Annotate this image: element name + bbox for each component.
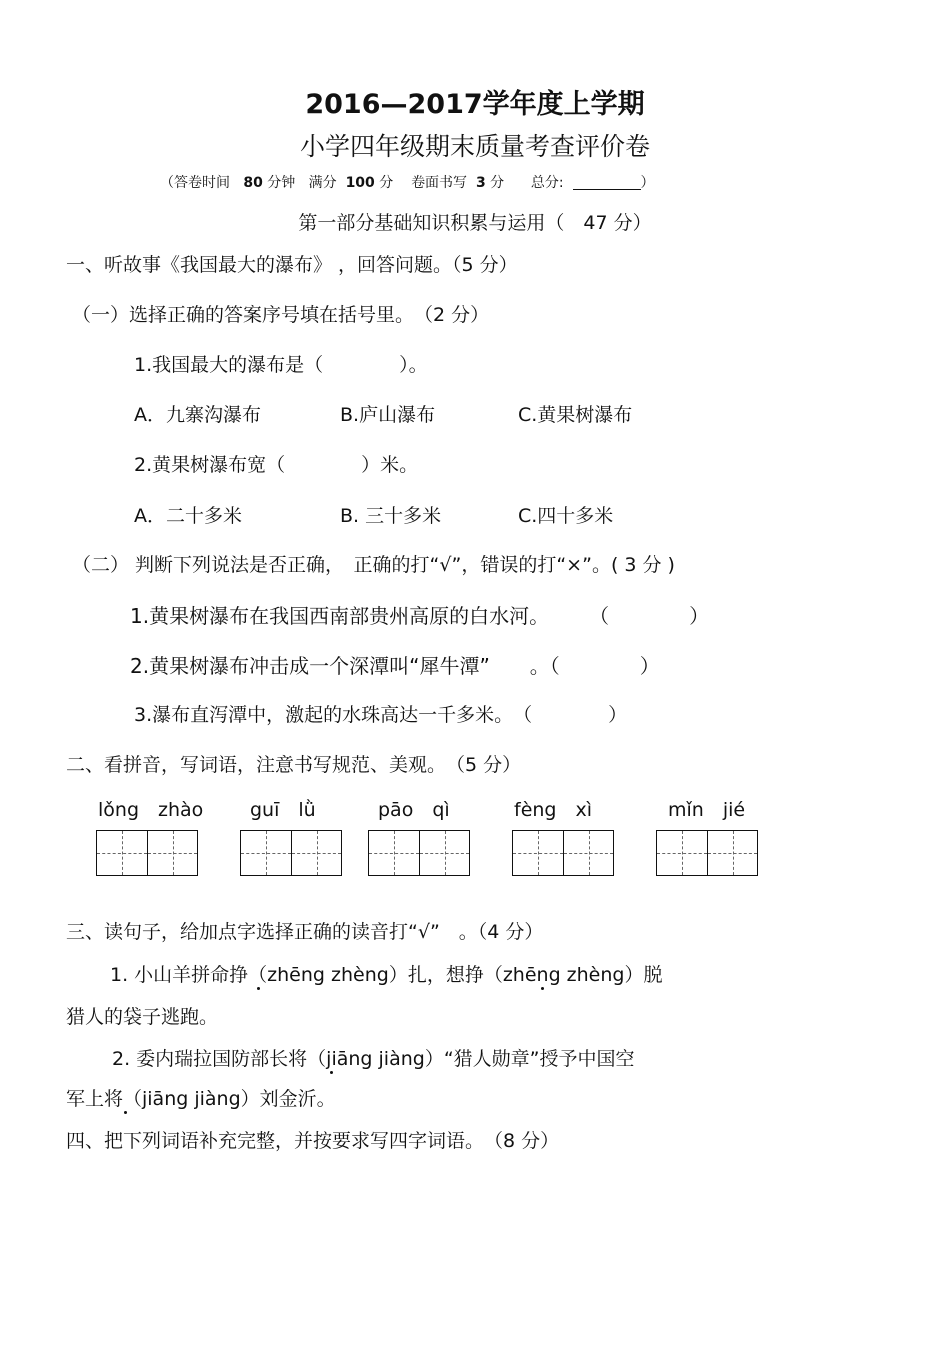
- full-score-value: 100: [345, 175, 375, 191]
- writing-value: 3: [475, 175, 486, 191]
- writing-cell[interactable]: [147, 831, 197, 875]
- exam-title: 小学四年级期末质量考查评价卷: [299, 132, 650, 161]
- full-score-unit: 分: [379, 175, 394, 191]
- subsection-one-heading: （一）选择正确的答案序号填在括号里。 （2 分）: [72, 304, 490, 326]
- writing-cell[interactable]: [369, 831, 419, 875]
- pinyin-2: guī lǜ: [250, 799, 316, 821]
- writing-grid-3[interactable]: [368, 830, 470, 876]
- question-2: 2.黄果树瀑布宽（ ）米。: [134, 454, 419, 476]
- exam-info-line: [160, 172, 655, 192]
- time-label: （答卷时间: [160, 175, 230, 191]
- info-close: ）: [640, 175, 655, 191]
- full-score-label: 满分: [308, 175, 337, 191]
- pinyin-5: mǐn jié: [668, 799, 746, 821]
- emphasis-dot: [124, 1111, 127, 1114]
- q2-option-b: B. 三十多米: [340, 505, 442, 527]
- writing-cell[interactable]: [513, 831, 563, 875]
- section-two-heading: 二、看拼音，写词语，注意书写规范、美观。 （5 分）: [66, 754, 522, 776]
- section-four-heading: 四、把下列词语补充完整，并按要求写四字词语。 （8 分）: [66, 1130, 560, 1152]
- writing-grid-5[interactable]: [656, 830, 758, 876]
- q2-option-a: A．二十多米: [134, 505, 242, 527]
- writing-label: 卷面书写: [411, 175, 468, 191]
- total-score-blank[interactable]: [573, 175, 641, 190]
- pinyin-1: lǒng zhào: [98, 799, 204, 821]
- q1-option-b: B.庐山瀑布: [340, 404, 436, 426]
- q1-option-a: A．九寨沟瀑布: [134, 404, 261, 426]
- sentence-1-line-1: 1. 小山羊拼命挣（zhēng zhèng）扎，想挣（zhēng zhèng）脱: [110, 964, 663, 986]
- question-1: 1.我国最大的瀑布是（ ）。: [134, 354, 428, 376]
- pinyin-4: fèng xì: [514, 799, 593, 821]
- time-value: 80: [243, 175, 263, 191]
- writing-cell[interactable]: [97, 831, 147, 875]
- subsection-two-heading: （二） 判断下列说法是否正确， 正确的打“√”，错误的打“×”。( 3 分 ): [72, 554, 675, 576]
- writing-cell[interactable]: [563, 831, 613, 875]
- sentence-2-line-2: 军上将（jiāng jiàng）刘金沂。: [66, 1088, 336, 1110]
- time-unit: 分钟: [267, 175, 296, 191]
- exam-title-year: 2016—2017学年度上学期: [305, 89, 645, 120]
- total-score-label: 总分:: [530, 175, 564, 191]
- q2-option-c: C.四十多米: [518, 505, 614, 527]
- emphasis-dot: [541, 987, 544, 990]
- section-one-heading: 一、听故事《我国最大的瀑布》 ，回答问题。（5 分）: [66, 254, 518, 276]
- writing-grid-4[interactable]: [512, 830, 614, 876]
- judge-item-3: 3.瀑布直泻潭中，激起的水珠高达一千多米。 （ ）: [134, 704, 628, 726]
- writing-cell[interactable]: [707, 831, 757, 875]
- writing-cell[interactable]: [291, 831, 341, 875]
- writing-cell[interactable]: [241, 831, 291, 875]
- emphasis-dot: [257, 987, 260, 990]
- writing-grid-2[interactable]: [240, 830, 342, 876]
- part-one-title: 第一部分基础知识积累与运用（ 47 分）: [298, 212, 652, 234]
- writing-unit: 分: [490, 175, 505, 191]
- q1-option-c: C.黄果树瀑布: [518, 404, 633, 426]
- writing-grid-1[interactable]: [96, 830, 198, 876]
- sentence-2-line-1: 2. 委内瑞拉国防部长将（jiāng jiàng）“猎人勋章”授予中国空: [112, 1048, 635, 1070]
- pinyin-3: pāo qì: [378, 799, 450, 821]
- judge-item-2: 2.黄果树瀑布冲击成一个深潭叫“犀牛潭” 。（ ）: [130, 654, 660, 678]
- sentence-1-line-2: 猎人的袋子逃跑。: [66, 1006, 219, 1028]
- judge-item-1: 1.黄果树瀑布在我国西南部贵州高原的白水河。 （ ）: [130, 604, 710, 628]
- writing-cell[interactable]: [657, 831, 707, 875]
- emphasis-dot: [330, 1071, 333, 1074]
- section-three-heading: 三、读句子，给加点字选择正确的读音打“√” 。（4 分）: [66, 921, 544, 943]
- writing-cell[interactable]: [419, 831, 469, 875]
